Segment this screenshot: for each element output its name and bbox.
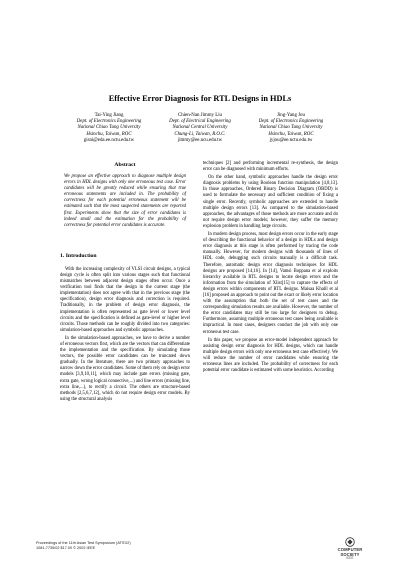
author-dept: Dept. of Electronics Engineering (258, 119, 324, 125)
author-email[interactable]: jimmy@ee.ncu.edu.tw (177, 137, 223, 143)
logo-ieee: IEEE (346, 556, 354, 560)
abstract-heading: Abstract (114, 162, 136, 168)
footer-proceedings: Proceedings of the 11th Asian Test Symposium (ATS'02) (36, 541, 131, 545)
body-paragraph: With the increasing complexity of VLSI circuit designs, a typical design cycle is often split into various stages such that functional mismatches between adjacent design stages often occur. Once a verification tool finds that the design in the current stage (the implementation) does not agree with that in the previous stage (the specification), design error diagnosis and correction is required. Traditionally, in the problem of design error diagnosis, the implementation is often represented as gate level or lower level circuits and the specification is defined as gate-level or higher level circuits. Those methods can be roughly divided into two categories: simulation-based approaches and symbolic approaches. (60, 266, 190, 333)
author-dept: Dept. of Electrical Engineering (169, 119, 231, 125)
computer-society-emblem-icon (345, 537, 355, 547)
author-email[interactable]: gisni@eda.ee.nctu.edu.tw (83, 137, 135, 143)
author-1 (66, 113, 152, 144)
author-2 (157, 113, 243, 144)
author-institution: National Chiao Tung University (77, 125, 141, 131)
body-paragraph: In the simulation-based approaches, we have to derive a number of erroneous vectors first, which are the vectors that can differentiate the implementation and the specification. By simulating those vectors, the possible error candidates can be truncated down gradually. In the literature, there are two primary approaches to narrow down the error candidates. Some of them rely on design error models [3,9,10,11], which may include gate errors (missing gate, extra gate, wrong logical connective,...) and line errors (missing line, extra line,...), to rectify a circuit. The others are structure-based methods [2,5,6,7,12], which do not require design error models. By using the structural analysis (60, 335, 190, 402)
abstract-text: We propose an effective approach to diagnose multiple design errors in HDL designs with only one erroneous test case. Error candidates will be greatly reduced while ensuring that true erroneous statements are included in. The probability of correctness for each potential erroneous statement will be estimated such that the most suspected statements are reported first. Experiments show that the size of error candidates is indeed small and the estimation for the probability of correctness for potential error candidates is accurate. (64, 174, 186, 228)
author-name: Jing-Yang Jou (277, 113, 305, 118)
author-location: Hsinchu, Taiwan, ROC (86, 131, 132, 137)
author-institution: National Chiao Tung University (259, 125, 323, 131)
footer-copyright: 1081-7735/02 $17.00 © 2002 IEEE (36, 546, 96, 550)
author-3 (248, 113, 334, 144)
author-name: Chien-Nan Jimmy Liu (177, 113, 222, 118)
body-paragraph: In modern design process, most design errors occur in the early stage of describing the functional behavior of a design in HDLs and design error diagnosis at this stage is often performed by tracing the code manually. However, for modern designs with thousands of lines of HDL code, debugging such circuits manually is a difficult task. Therefore, automatic design error diagnosis techniques for HDL designs are proposed [14,16]. In [14], Vamsi Boppana et al exploits hierarchy available in RTL designs to locate design errors and the information from the simulation of Xlist[15] to capture the effects of design errors within components of RTL designs. Maisaa Khalil et al [16] proposed an approach to point out the exact or likely error location with the assumption that both the set of test cases and the corresponding simulation results are available. However, the number of the error candidates may still be too large for designers to debug. Furthermore, assuming multiple erroneous test cases being available is impractical. In most cases, designers conduct the job with only one erroneous test case. (203, 232, 338, 335)
body-paragraph: In this paper, we propose an error-model independent approach for assisting design error diagnosis for HDL designs, which can handle multiple design errors with only one erroneous test case effectively. We will reduce the number of error candidates while ensuring the erroneous lines are included. The probability of correctness for each potential error candidate is estimated with some heuristics. According (203, 337, 338, 374)
author-name: Tai-Ying Jiang (94, 113, 124, 118)
body-paragraph: techniques [2] and performing incremental re-synthesis, the design error can be diagnosed with minimum efforts. (203, 161, 338, 173)
logo-word-society: SOCIETY (340, 551, 360, 557)
page-footer (36, 541, 131, 551)
author-location: Hsinchu, Taiwan, ROC (268, 131, 314, 137)
introduction-heading: 1. Introduction (60, 252, 97, 259)
author-institution: National Central University (172, 125, 228, 131)
left-column (60, 161, 190, 403)
body-paragraph: On the other hand, symbolic approaches handle the design error diagnosis problems by using Boolean function manipulation [4,8,13]. In those approaches, Ordered Binary Decision Diagram (OBDD) is used to formulate the necessary and sufficient condition of fixing a single error. Recently, symbolic approaches are extended to handle multiple design errors [13]. As compared to the simulation-based approaches, the advantages of those methods are more accurate and do not require design error models; however, they suffer the memory explosion problem in handling large circuits. (203, 175, 338, 229)
author-block (66, 113, 334, 144)
paper-title: Effective Error Diagnosis for RTL Designs in HDLs (108, 94, 292, 103)
computer-society-logo (334, 537, 366, 561)
logo-word-computer: COMPUTER (337, 547, 363, 552)
right-column (203, 161, 338, 374)
author-email[interactable]: jyjou@ee.nctu.edu.tw (269, 137, 313, 143)
author-location: Chung-Li, Taiwan, R.O.C. (174, 131, 226, 137)
author-dept: Dept. of Electronics Engineering (76, 119, 142, 125)
